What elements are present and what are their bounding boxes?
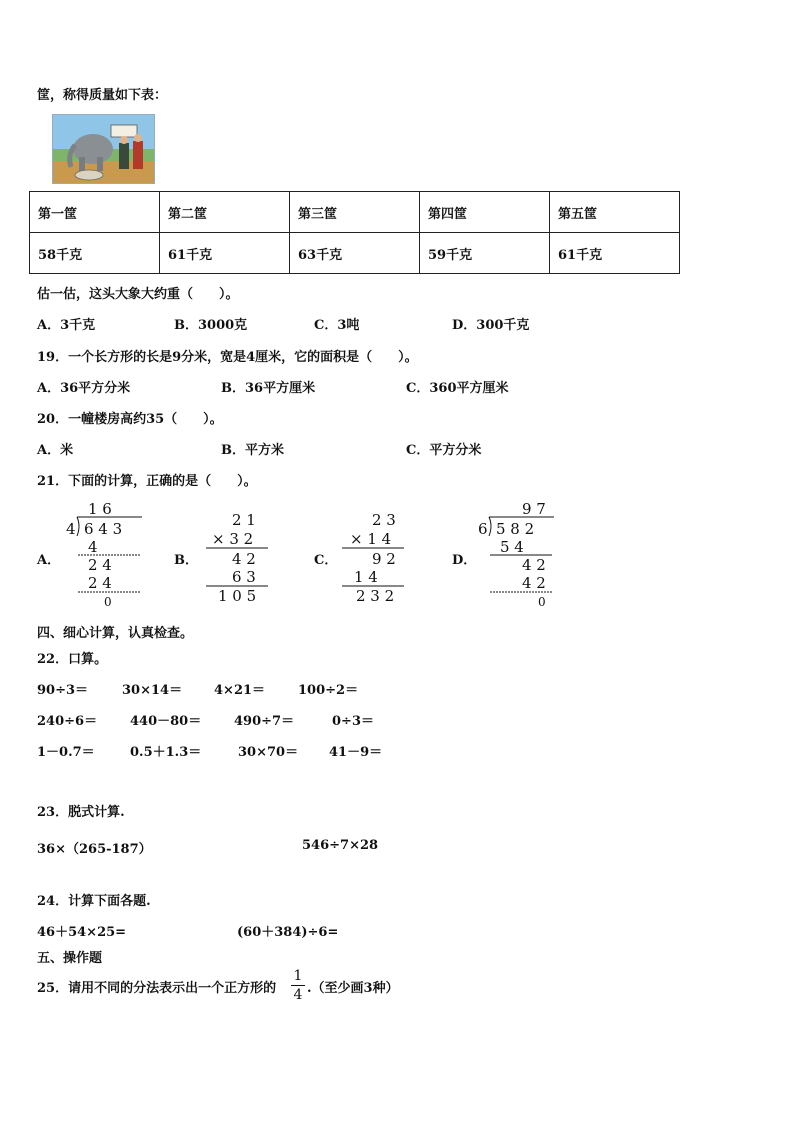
step-calc-item[interactable]: 546÷7×28 <box>302 838 379 853</box>
fraction-bar <box>291 985 305 986</box>
section-5-heading: 五、操作题 <box>37 951 103 966</box>
step-3: 4 2 <box>522 574 546 592</box>
oral-calc-item[interactable]: 30×14＝ <box>122 683 183 698</box>
dividend: 6 4 3 <box>84 520 123 538</box>
question-25-note: .（至少画3种） <box>307 981 399 996</box>
question-20-stem: 20．一幢楼房高约35（ ）。 <box>37 412 223 427</box>
remainder: 0 <box>104 595 112 609</box>
q21-option-a-division[interactable] <box>62 498 152 614</box>
step-2: 2 4 <box>88 556 112 574</box>
quotient: 9 7 <box>522 500 546 518</box>
q20-option-a[interactable]: A．米 <box>37 443 74 458</box>
partial-product-1: 4 2 <box>232 550 256 568</box>
oral-calc-item[interactable]: 490÷7＝ <box>234 714 295 729</box>
partial-product-1: 9 2 <box>372 550 396 568</box>
divisor: 4 <box>66 520 76 538</box>
weights-table <box>29 191 680 274</box>
q21-option-c-label[interactable]: C． <box>314 553 338 568</box>
partial-product-2: 1 4 <box>354 568 378 586</box>
q21-option-a-label[interactable]: A． <box>37 553 61 568</box>
question-22-stem: 22．口算。 <box>37 652 108 667</box>
oral-calc-item[interactable]: 440－80＝ <box>130 714 202 729</box>
fraction-one-quarter <box>291 968 305 1003</box>
q19-option-c[interactable]: C．360平方厘米 <box>406 381 509 396</box>
multiplicand: 2 1 <box>232 511 256 529</box>
fraction-numerator: 1 <box>293 968 303 984</box>
oral-calc-item[interactable]: 4×21＝ <box>214 683 266 698</box>
oral-calc-item[interactable]: 0÷3＝ <box>332 714 374 729</box>
remainder: 0 <box>538 595 546 609</box>
partial-product-2: 6 3 <box>232 568 256 586</box>
multiplicand: 2 3 <box>372 511 396 529</box>
fraction-denominator: 4 <box>293 987 303 1003</box>
calc-item[interactable]: 46＋54×25= <box>37 925 127 940</box>
step-calc-item[interactable]: 36×（265-187） <box>37 842 152 857</box>
q21-option-b-multiplication[interactable] <box>200 508 275 607</box>
oral-calc-item[interactable]: 41－9＝ <box>329 745 383 760</box>
table-cell: 61千克 <box>160 233 290 274</box>
q21-option-b-label[interactable]: B． <box>174 553 198 568</box>
table-cell: 59千克 <box>420 233 550 274</box>
product: 2 3 2 <box>356 587 395 603</box>
step-3: 2 4 <box>88 574 112 592</box>
table-cell: 61千克 <box>550 233 680 274</box>
oral-calc-item[interactable]: 90÷3＝ <box>37 683 89 698</box>
table-cell: 58千克 <box>30 233 160 274</box>
table-header-cell: 第四筐 <box>420 192 550 233</box>
q19-option-b[interactable]: B．36平方厘米 <box>221 381 316 396</box>
table-cell: 63千克 <box>290 233 420 274</box>
step-2: 4 2 <box>522 556 546 574</box>
table-row <box>30 233 680 274</box>
question-18-stem: 估一估，这头大象大约重（ ）。 <box>37 287 239 302</box>
q20-option-b[interactable]: B．平方米 <box>221 443 284 458</box>
oral-calc-item[interactable]: 100÷2＝ <box>298 683 359 698</box>
product: 1 0 5 <box>218 587 257 603</box>
quotient: 1 6 <box>88 500 112 518</box>
question-25-stem: 25．请用不同的分法表示出一个正方形的 <box>37 981 277 996</box>
table-header-cell: 第二筐 <box>160 192 290 233</box>
q21-option-c-multiplication[interactable] <box>336 508 411 607</box>
q18-option-a[interactable]: A．3千克 <box>37 318 96 333</box>
q18-option-c[interactable]: C．3吨 <box>314 318 360 333</box>
step-1: 5 4 <box>500 538 524 556</box>
question-19-stem: 19．一个长方形的长是9分米，宽是4厘米，它的面积是（ ）。 <box>37 350 418 365</box>
multiplier: × 3 2 <box>212 530 254 548</box>
intro-text: 筐，称得质量如下表： <box>37 88 168 103</box>
q20-option-c[interactable]: C．平方分米 <box>406 443 482 458</box>
q21-option-d-label[interactable]: D． <box>452 553 477 568</box>
q21-option-d-division[interactable] <box>474 498 564 614</box>
elephant-weighing-illustration <box>52 114 155 184</box>
oral-calc-item[interactable]: 240÷6＝ <box>37 714 98 729</box>
dividend: 5 8 2 <box>496 520 535 538</box>
oral-calc-item[interactable]: 1－0.7＝ <box>37 745 95 760</box>
oral-calc-item[interactable]: 0.5＋1.3＝ <box>130 745 202 760</box>
table-header-cell: 第五筐 <box>550 192 680 233</box>
question-21-stem: 21．下面的计算，正确的是（ ）。 <box>37 474 257 489</box>
section-4-heading: 四、细心计算，认真检查。 <box>37 626 194 641</box>
step-1: 4 <box>88 538 98 556</box>
table-row <box>30 192 680 233</box>
q19-option-a[interactable]: A．36平方分米 <box>37 381 131 396</box>
table-header-cell: 第三筐 <box>290 192 420 233</box>
table-header-cell: 第一筐 <box>30 192 160 233</box>
oral-calc-item[interactable]: 30×70＝ <box>238 745 299 760</box>
question-24-stem: 24．计算下面各题. <box>37 894 151 909</box>
divisor: 6 <box>478 520 488 538</box>
calc-item[interactable]: (60＋384)÷6= <box>237 925 339 940</box>
question-23-stem: 23．脱式计算. <box>37 805 125 820</box>
multiplier: × 1 4 <box>350 530 392 548</box>
q18-option-b[interactable]: B．3000克 <box>174 318 248 333</box>
q18-option-d[interactable]: D．300千克 <box>452 318 530 333</box>
